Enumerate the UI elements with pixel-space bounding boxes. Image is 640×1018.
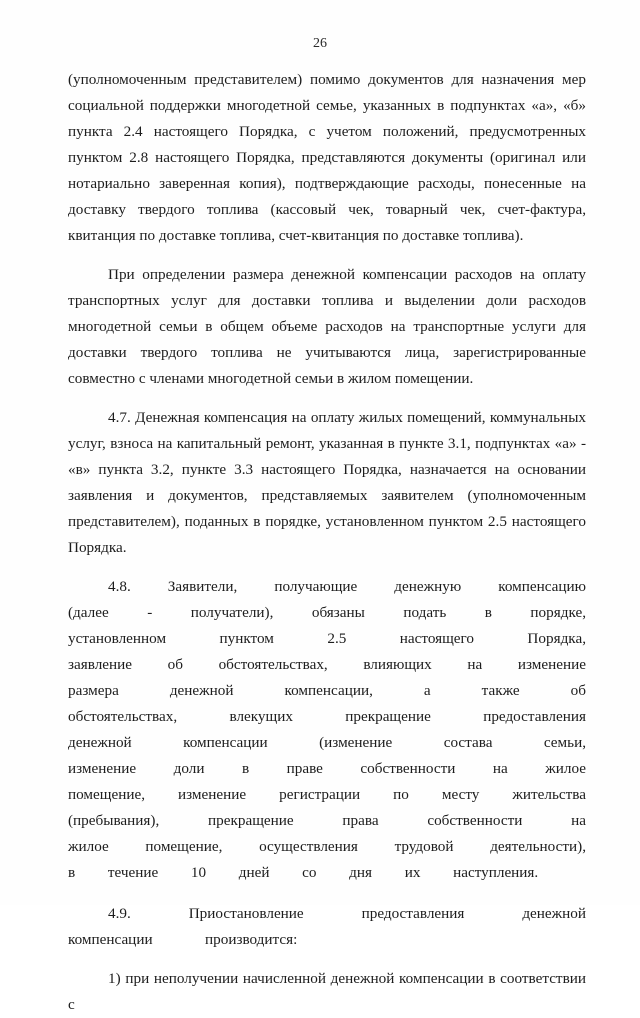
paragraph-transport-costs: При определении размера денежной компенсации расходов на оплату транспортных услуг для доставки топлива и выделении доли расходов многодетной семьи в общем объеме расходов на транспортные услуги для доставки твердого топлива не учитываются лица, зарегистрированные совместно с членами многодетной семьи в жилом помещении. [68, 266, 586, 387]
page-number: 26 [313, 36, 327, 51]
paragraph-4-9: 4.9. Приостановление предоставления денежной компенсации производится: [68, 905, 586, 948]
paragraph-4-7: 4.7. Денежная компенсация на оплату жилых помещений, коммунальных услуг, взноса на капитальный ремонт, указанная в пункте 3.1, подпунктах «а» - «в» пункта 3.2, пункте 3.3 настоящего Порядка, назначается на основании заявления и документов, представляемых заявителем (уполномоченным представителем), поданных в порядке, установленном пунктом 2.5 настоящего Порядка. [68, 409, 586, 556]
paragraph-4-9-item-1: 1) при неполучении начисленной денежной компенсации в соответствии с [68, 970, 586, 1013]
paragraph-4-8: 4.8. Заявители, получающие денежную компенсацию (далее - получатели), обязаны подать в порядке, установленном пунктом 2.5 настоящего Порядка, заявление об обстоятельствах, влияющих на изменение размера денежной компенсации, а также об обстоятельствах, влекущих прекращение предоставления денежной компенсации (изменение состава семьи, изменение доли в праве собственности на жилое помещение, изменение регистрации по месту жительства (пребывания), прекращение права собственности на жилое помещение, осуществления трудовой деятельности), в течение 10 дней со дня их наступления. [68, 578, 586, 881]
document-body [68, 67, 586, 1018]
paragraph-documents-list: (уполномоченным представителем) помимо документов для назначения мер социальной поддержки многодетной семье, указанных в подпунктах «а», «б» пункта 2.4 настоящего Порядка, с учетом положений, предусмотренных пунктом 2.8 настоящего Порядка, представляются документы (оригинал или нотариально заверенная копия), подтверждающие расходы, понесенные на доставку твердого топлива (кассовый чек, товарный чек, счет-фактура, квитанция по доставке топлива, счет-квитанция по доставке топлива). [68, 71, 586, 244]
